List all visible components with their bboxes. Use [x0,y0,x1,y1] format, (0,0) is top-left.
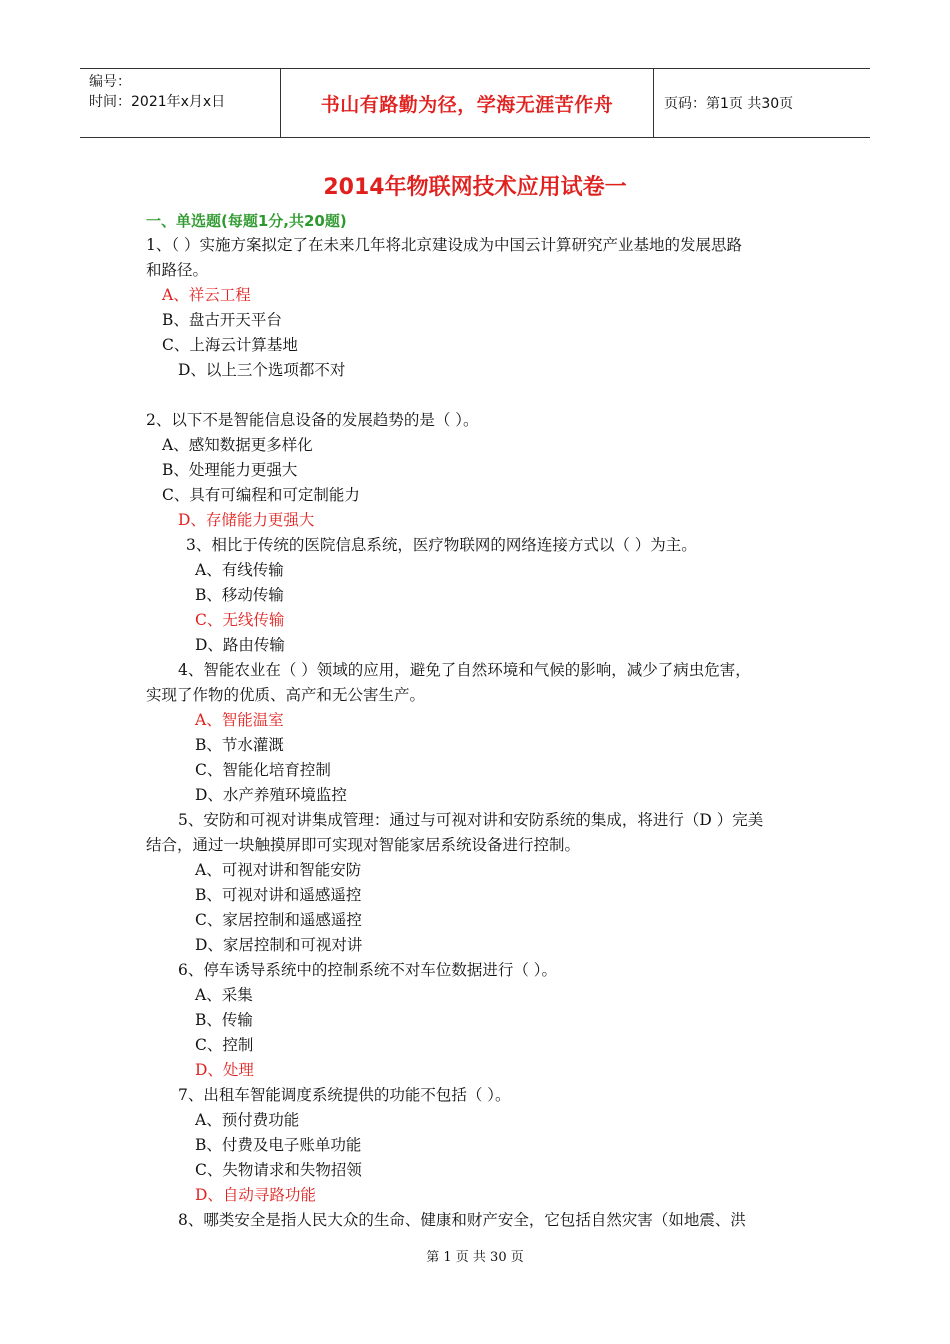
time-label: 时间：2021年x月x日 [89,94,226,110]
header-left-cell [80,69,281,137]
q6-stem: 6、停车诱导系统中的控制系统不对车位数据进行（ ）。 [178,961,558,979]
q1-option-a-answer: A、祥云工程 [162,286,251,304]
q1-stem-line1: 1、（ ）实施方案拟定了在未来几年将北京建设成为中国云计算研究产业基地的发展思路 [146,236,743,254]
number-label: 编号： [89,74,131,90]
q3-option-a: A、有线传输 [195,561,284,579]
section-heading: 一、单选题(每题1分,共20题) [146,212,347,230]
q3-option-d: D、路由传输 [195,636,285,654]
q6-option-b: B、传输 [195,1011,253,1029]
q1-option-b: B、盘古开天平台 [162,311,282,329]
header-motto: 书山有路勤为径，学海无涯苦作舟 [281,69,654,137]
q5-option-b: B、可视对讲和遥感遥控 [195,886,362,904]
q6-option-a: A、采集 [195,986,253,1004]
q7-stem: 7、出租车智能调度系统提供的功能不包括（ ）。 [178,1086,511,1104]
q1-option-c: C、上海云计算基地 [162,336,298,354]
q1-stem-line2: 和路径。 [146,261,209,279]
q3-option-c-answer: C、无线传输 [195,611,285,629]
q7-option-c: C、失物请求和失物招领 [195,1161,362,1179]
q8-stem: 8、哪类安全是指人民大众的生命、健康和财产安全，它包括自然灾害（如地震、洪 [178,1211,746,1229]
page-footer: 第 1 页 共 30 页 [426,1250,524,1265]
q3-option-b: B、移动传输 [195,586,284,604]
q7-option-a: A、预付费功能 [195,1111,300,1129]
q2-stem: 2、以下不是智能信息设备的发展趋势的是（ ）。 [146,411,479,429]
q5-option-d: D、家居控制和可视对讲 [195,936,363,954]
q5-option-a: A、可视对讲和智能安防 [195,861,362,879]
q4-option-b: B、节水灌溉 [195,736,284,754]
q4-stem-line2: 实现了作物的优质、高产和无公害生产。 [146,686,426,704]
q7-option-b: B、付费及电子账单功能 [195,1136,362,1154]
q4-option-c: C、智能化培育控制 [195,761,331,779]
q4-option-a-answer: A、智能温室 [195,711,284,729]
document-header [80,68,870,138]
q2-option-c: C、具有可编程和可定制能力 [162,486,360,504]
q6-option-d-answer: D、处理 [195,1061,254,1079]
document-title: 2014年物联网技术应用试卷一 [323,175,627,200]
q3-stem: 3、相比于传统的医院信息系统，医疗物联网的网络连接方式以（ ）为主。 [186,536,697,554]
q4-option-d: D、水产养殖环境监控 [195,786,347,804]
q5-stem-line2: 结合，通过一块触摸屏即可实现对智能家居系统设备进行控制。 [146,836,581,854]
q2-option-b: B、处理能力更强大 [162,461,298,479]
q2-option-d-answer: D、存储能力更强大 [178,511,315,529]
q4-stem-line1: 4、智能农业在（ ）领域的应用，避免了自然环境和气候的影响，减少了病虫危害， [178,661,751,679]
q2-option-a: A、感知数据更多样化 [162,436,313,454]
q6-option-c: C、控制 [195,1036,254,1054]
q5-stem-line1: 5、安防和可视对讲集成管理：通过与可视对讲和安防系统的集成，将进行（D ）完美 [178,811,764,829]
header-page-info: 页码：第1页 共30页 [664,96,794,112]
q7-option-d-answer: D、自动寻路功能 [195,1186,316,1204]
q5-option-c: C、家居控制和遥感遥控 [195,911,362,929]
q1-option-d: D、以上三个选项都不对 [178,361,346,379]
